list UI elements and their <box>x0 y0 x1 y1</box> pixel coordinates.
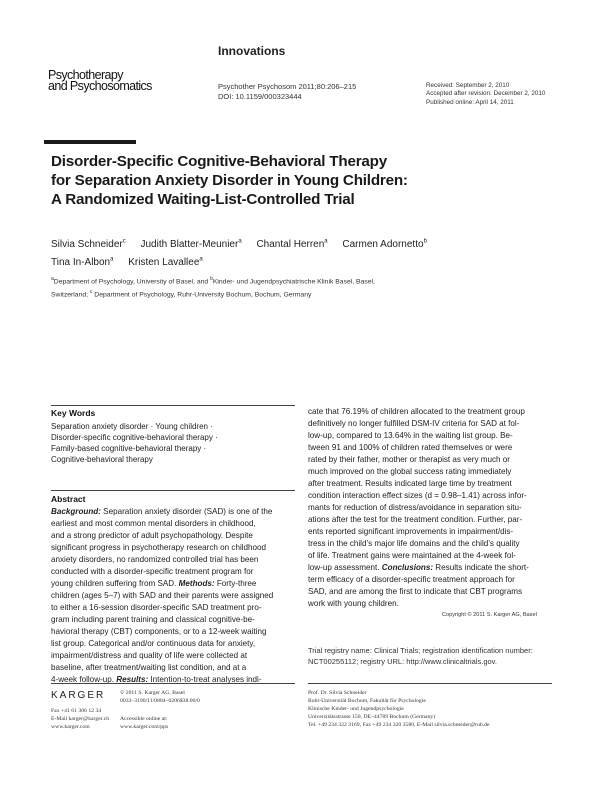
abstract-heading: Abstract <box>51 494 86 504</box>
abstract-line: earliest and most common mental disorders in childhood, <box>51 519 256 528</box>
abstract-line: term efficacy of a disorder-specific treatment approach for <box>308 575 515 584</box>
footer-rule-left <box>51 683 295 684</box>
abstract-line: much improved on the global success rating immediately <box>308 467 512 476</box>
publisher-web: www.karger.com <box>51 724 90 730</box>
doi-line: DOI: 10.1159/000323444 <box>218 92 302 101</box>
author: Chantal Herren$^a$ <box>256 239 328 251</box>
abstract-line: low-up, compared to 13.64% in the waiting list group. Be- <box>308 431 513 440</box>
citation <box>218 82 356 102</box>
conclusions-label: Conclusions: <box>381 563 434 572</box>
abstract-line: havioral therapy (CBT) components, or to a 12-week waiting <box>51 627 267 636</box>
abstract-line: to either a 16-session disorder-specific SAD treatment pro- <box>51 603 262 612</box>
publisher-email: E-Mail karger@karger.ch <box>51 716 110 722</box>
corr-line: Ruhr-Universität Bochum, Fakultät für Psychologie <box>308 698 426 704</box>
access-label: Accessible online at: <box>120 716 168 722</box>
abstract-line: young children suffering from SAD. Methods: Forty-three <box>51 579 257 588</box>
accepted-date: Accepted after revision: December 2, 2010 <box>426 90 546 98</box>
author: Carmen Adornetto$^b$ <box>342 239 427 251</box>
author: Judith Blatter-Meunier$^a$ <box>140 239 242 251</box>
abstract-rule <box>51 490 295 491</box>
affiliation-line-2: Switzerland; $^c$ Department of Psychology, Ruhr-University Bochum, Bochum, Germany <box>51 289 312 299</box>
corr-line: Klinische Kinder- und Jugendpsychologie <box>308 706 404 712</box>
publisher-contact <box>51 707 109 731</box>
abstract-line: significant progress in psychotherapy research on childhood <box>51 543 267 552</box>
title-line-1: Disorder-Specific Cognitive-Behavioral Therapy <box>51 153 387 170</box>
abstract-line: definitively no longer fulfilled DSM-IV criteria for SAD at fol- <box>308 419 520 428</box>
abstract-line: after treatment. Results indicated large time by treatment <box>308 479 512 488</box>
trial-line: NCT00255112; registry URL: http://www.clinicaltrials.gov. <box>308 657 497 666</box>
abstract-line: children (ages 5–7) with SAD and their parents were assigned <box>51 591 274 600</box>
published-date: Published online: April 14, 2011 <box>426 98 514 106</box>
affiliations <box>51 274 551 301</box>
trial-line: Trial registry name: Clinical Trials; registration identification number: <box>308 646 533 655</box>
title-line-3: A Randomized Waiting-List-Controlled Trial <box>51 191 355 208</box>
journal-logo-line2: and Psychosomatics <box>48 79 152 93</box>
keywords-heading: Key Words <box>51 408 96 418</box>
author: Kristen Lavallee$^a$ <box>128 256 203 268</box>
affiliation-line-1: $^a$Department of Psychology, University of Basel, and $^b$Kinder- und Jugendpsychiatrische Klinik Basel, Basel, <box>51 276 375 286</box>
footer-rule-right <box>308 683 552 684</box>
journal-logo <box>48 70 152 92</box>
abstract-line: impairment/distress and quality of life were collected at <box>51 651 248 660</box>
copyright-notice: Copyright © 2011 S. Karger AG, Basel <box>442 612 537 618</box>
citation-line: Psychother Psychosom 2011;80:206–215 <box>218 82 357 91</box>
corr-line: Universitätsstrasse 150, DE–44789 Bochum (Germany) <box>308 714 436 720</box>
keyword-line: Separation anxiety disorder · Young children · <box>51 422 213 431</box>
trial-registry <box>308 645 533 667</box>
journal-logo-line1: Psychotherapy <box>48 68 123 82</box>
abstract-line: list group. Categorical and/or continuous data for anxiety, <box>51 639 256 648</box>
title-line-2: for Separation Anxiety Disorder in Young Children: <box>51 172 408 189</box>
keywords-rule <box>51 405 295 406</box>
access-block <box>120 715 168 731</box>
keyword-line: Disorder-specific cognitive-behavioral therapy · <box>51 433 218 442</box>
abstract-line: SAD, and are among the first to indicate that CBT programs <box>308 587 522 596</box>
access-url: www.karger.com/pps <box>120 724 169 730</box>
author-row-1 <box>51 235 571 252</box>
abstract-line: cate that 76.19% of children allocated to the treatment group <box>308 407 525 416</box>
abstract-line: tress in the child’s major life domains and the child’s quality <box>308 539 520 548</box>
results-label: Results: <box>116 675 149 684</box>
author: Silvia Schneider$^c$ <box>51 239 126 251</box>
abstract-line: condition interaction effect sizes (d = 0.98–1.41) across infor- <box>308 491 527 500</box>
publisher-logo: KARGER <box>51 690 106 701</box>
author: Tina In-Albon$^a$ <box>51 256 114 268</box>
publisher-fax: Fax +41 61 306 12 34 <box>51 708 102 714</box>
background-label: Background: <box>51 507 101 516</box>
abstract-line: Background: Separation anxiety disorder (SAD) is one of the <box>51 507 273 516</box>
abstract-line: ents reported significant improvements in impairment/dis- <box>308 527 514 536</box>
abstract-line: ations after the test for the treatment condition. Further, par- <box>308 515 523 524</box>
correspondence <box>308 689 490 729</box>
abstract-line: mants for reduction of distress/avoidance in separation situ- <box>308 503 522 512</box>
abstract-line: and a strong predictor of adult psychopathology. Despite <box>51 531 253 540</box>
article-title <box>51 152 551 209</box>
abstract-line: rated by their father, mother or therapist as very much or <box>308 455 510 464</box>
article-dates <box>426 82 545 107</box>
title-rule <box>44 140 136 144</box>
abstract-line: low-up assessment. Conclusions: Results indicate the short- <box>308 563 529 572</box>
abstract-line: baseline, after treatment/waiting list condition, and at a <box>51 663 247 672</box>
author-row-2 <box>51 252 571 269</box>
abstract-left-column <box>51 506 273 686</box>
footer-issn: 0033–3190/11/0804–0206$38.00/0 <box>120 698 200 704</box>
abstract-line: work with young children. <box>308 599 399 608</box>
keywords-list <box>51 421 218 465</box>
corr-line: Prof. Dr. Silvia Schneider <box>308 690 367 696</box>
abstract-line: tween 91 and 100% of children rated themselves or were <box>308 443 513 452</box>
section-label: Innovations <box>218 44 286 58</box>
abstract-line: conducted with a disorder-specific treatment program for <box>51 567 254 576</box>
author-list <box>51 235 571 270</box>
keyword-line: Family-based cognitive-behavioral therapy · <box>51 444 207 453</box>
abstract-line: of life. Treatment gains were maintained at the 4-week fol- <box>308 551 516 560</box>
copyright-block <box>120 689 200 705</box>
received-date: Received: September 2, 2010 <box>426 82 510 89</box>
keyword-line: Cognitive-behavioral therapy <box>51 455 153 464</box>
abstract-line: 4-week follow-up. Results: Intention-to-treat analyses indi- <box>51 675 262 684</box>
abstract-line: anxiety disorders, no randomized controlled trial has been <box>51 555 259 564</box>
methods-label: Methods: <box>178 579 215 588</box>
abstract-line: gram including parent training and classical cognitive-be- <box>51 615 255 624</box>
abstract-right-column <box>308 406 529 610</box>
corr-line: Tel. +49 234 322 3169, Fax +49 234 320 3580, E-Mail silvia.schneider@rub.de <box>308 722 490 728</box>
footer-copyright: © 2011 S. Karger AG, Basel <box>120 690 185 696</box>
